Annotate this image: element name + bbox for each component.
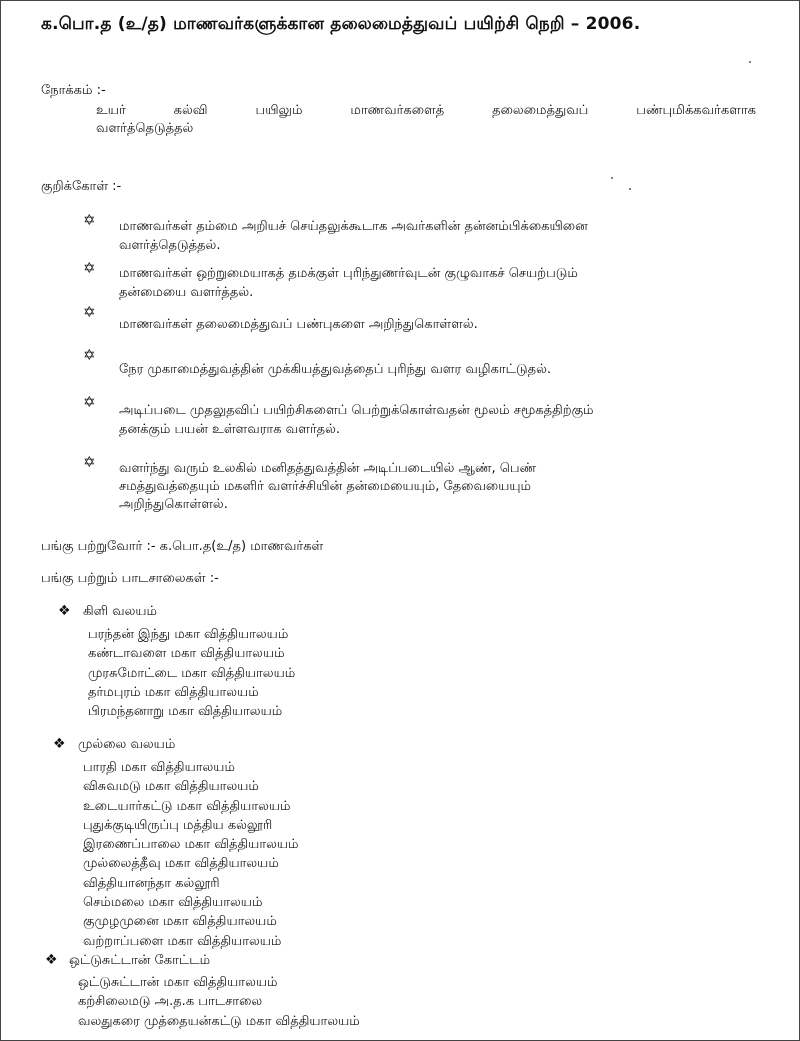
objective-line: சமத்துவத்தையும் மகளிர் வளர்ச்சியின் தன்மையையும், தேவையையும் [119,479,531,494]
diamond-bullet-icon: ❖ [45,952,58,968]
objective-line: வளர்த்தெடுத்தல். [119,238,221,253]
school-item: வித்தியானந்தா கல்லூரி [83,875,220,891]
star-bullet-icon: ✡ [83,303,96,321]
schools-heading: பங்கு பற்றும் பாடசாலைகள் :- [41,571,219,586]
school-item: பாரதி மகா வித்தியாலயம் [83,760,235,775]
school-item: இரணைப்பாலை மகா வித்தியாலயம் [83,837,299,853]
objective-line: மாணவர்கள் தலைமைத்துவப் பண்புகளை அறிந்துகொள்ளல். [119,317,478,332]
school-item: முல்லைத்தீவு மகா வித்தியாலயம் [83,856,279,872]
star-bullet-icon: ✡ [83,453,96,471]
school-item: உடையார்கட்டு மகா வித்தியாலயம் [83,798,291,814]
school-item: வலதுகரை முத்தையன்கட்டு மகா வித்தியாலயம் [78,1013,360,1029]
aim-text-line2: வளர்த்தெடுத்தல் [96,121,194,136]
diamond-bullet-icon: ❖ [58,603,71,619]
objective-line: மாணவர்கள் தம்மை அறியச் செய்தலுக்கூடாக அவர்களின் தன்னம்பிக்கையினை [119,219,588,234]
objective-line: நேர முகாமைத்துவத்தின் முக்கியத்துவத்தைப் புரிந்து வளர வழிகாட்டுதல். [119,362,552,377]
objectives-heading: குறிக்கோள் :- [41,179,122,194]
school-item: கற்சிலைமடு அ.த.க பாடசாலை [78,994,263,1010]
school-list-oddusuddan [78,973,360,1031]
school-item: விசுவமடு மகா வித்தியாலயம் [83,779,259,795]
zone-name-oddusuddan: ஒட்டுசுட்டான் கோட்டம் [69,953,211,968]
zone-name-mullai: முல்லை வலயம் [78,737,176,752]
objective-line: அறிந்துகொள்ளல். [119,497,228,512]
school-item: புதுக்குடியிருப்பு மத்திய கல்லூரி [83,817,273,833]
star-bullet-icon: ✡ [83,211,96,229]
school-list-kilinochchi [88,625,295,721]
school-list-mullai [83,758,299,951]
diamond-bullet-icon: ❖ [53,736,66,752]
document-title: க.பொ.த (உ/த) மாணவர்களுக்கான தலைமைத்துவப் பயிற்சி நெறி – 2006. [41,14,641,34]
aim-heading: நோக்கம் :- [41,83,106,98]
scan-speck [749,61,751,63]
school-item: வற்றாப்பளை மகா வித்தியாலயம் [83,933,282,949]
objective-line: வளர்ந்து வரும் உலகில் மனிதத்துவத்தின் அடிப்படையில் ஆண், பெண் [119,461,537,476]
school-item: பரந்தன் இந்து மகா வித்தியாலயம் [88,627,289,642]
school-item: முரசுமோட்டை மகா வித்தியாலயம் [88,665,296,681]
star-bullet-icon: ✡ [83,393,96,411]
star-bullet-icon: ✡ [83,346,96,364]
school-item: செம்மலை மகா வித்தியாலயம் [83,895,263,911]
objective-line: தனக்கும் பயன் உள்ளவராக வளர்தல். [119,422,341,437]
objective-line: அடிப்படை முதலுதவிப் பயிற்சிகளைப் பெற்றுக்கொள்வதன் மூலம் சமூகத்திற்கும் [119,403,594,418]
school-item: பிரமந்தனாறு மகா வித்தியாலயம் [88,704,283,720]
scan-speck [611,177,613,179]
objective-line: மாணவர்கள் ஒற்றுமையாகத் தமக்குள் புரிந்துணர்வுடன் குழுவாகச் செயற்படும் [119,266,578,281]
objective-line: தன்மையை வளர்த்தல். [119,285,254,300]
star-bullet-icon: ✡ [83,259,96,277]
school-item: தர்மபுரம் மகா வித்தியாலயம் [88,684,259,700]
scan-speck [629,188,631,190]
zone-name-kilinochchi: கிளி வலயம் [83,604,157,619]
aim-text-line1: உயர் கல்வி பயிலும் மாணவர்களைத் தலைமைத்துவப் பண்புமிக்கவர்களாக [96,103,756,118]
school-item: கண்டாவளை மகா வித்தியாலயம் [88,646,285,662]
participants-line: பங்கு பற்றுவோர் :- க.பொ.த(உ/த) மாணவர்கள் [41,539,324,554]
school-item: ஒட்டுசுட்டான் மகா வித்தியாலயம் [78,975,278,990]
school-item: குமுழமுனை மகா வித்தியாலயம் [83,914,277,930]
